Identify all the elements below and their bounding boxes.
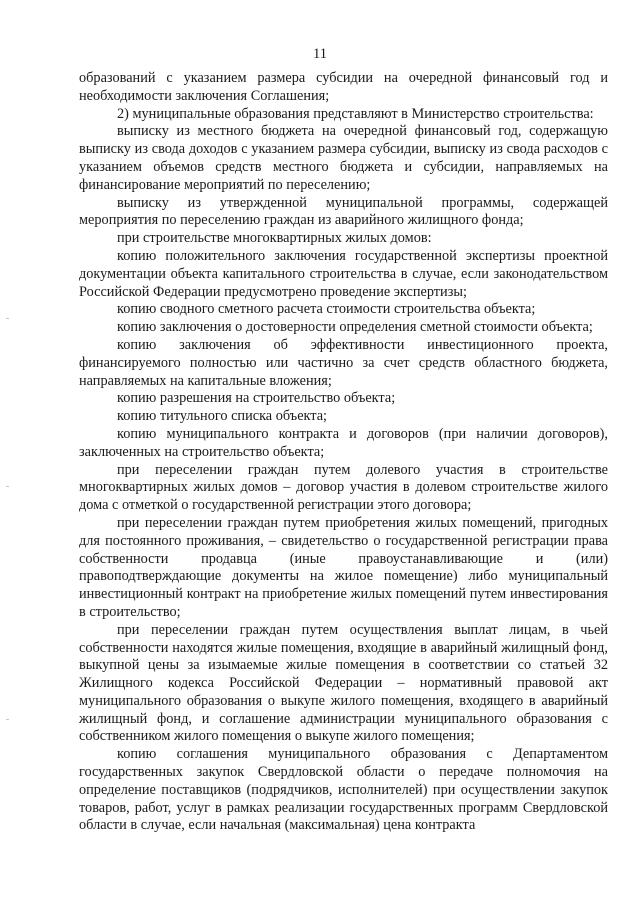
paragraph: 2) муниципальные образования представляют в Министерство строительства: <box>117 105 594 122</box>
paragraph: копию муниципального контракта и договоров (при наличии договоров), заключенных на строительство объекта; <box>79 425 608 460</box>
document-body <box>79 70 608 835</box>
paragraph: при переселении граждан путем долевого участия в строительстве многоквартирных жилых домов – договор участия в долевом строительстве жилого дома с отметкой о государственной регистрации этого договора; <box>79 461 608 514</box>
paragraph: копию заключения о достоверности определения сметной стоимости объекта; <box>117 319 593 336</box>
paragraph: при переселении граждан путем осуществления выплат лицам, в чьей собственности находятся жилые помещения, входящие в аварийный жилищный фонд, выкупной цены за изымаемые жилые помещения в соответствии со статьей 32 Жилищного кодекса Российской Федерации – нормативный правовой акт муниципального образования о выкупе жилого помещения, входящего в аварийный жилищный фонд, и соглашение администрации муниципального образования с собственником жилого помещения о выкупе жилого помещения; <box>79 621 608 745</box>
paragraph: копию соглашения муниципального образования с Департаментом государственных закупок Свердловской области о передаче полномочия на определение поставщиков (подрядчиков, исполнителей) при осуществлении закупок товаров, работ, услуг в рамках реализации государственных программ Свердловской области в случае, если начальная (максимальная) цена контракта <box>79 746 608 834</box>
paragraph: копию титульного списка объекта; <box>117 408 328 425</box>
paragraph: копию разрешения на строительство объекта; <box>117 390 396 407</box>
paragraph: выписку из местного бюджета на очередной финансовый год, содержащую выписку из свода доходов с указанием размера субсидии, выписку из свода расходов с указанием объемов средств местного бюджета и субсидии, направляемых на финансирование мероприятий по переселению; <box>79 123 608 193</box>
margin-mark <box>6 486 9 487</box>
page-number: 11 <box>313 46 327 62</box>
paragraph: копию заключения об эффективности инвестиционного проекта, финансируемого полностью или частично за счет средств областного бюджета, направляемых на капитальные вложения; <box>79 336 608 389</box>
paragraph: образований с указанием размера субсидии на очередной финансовый год и необходимости заключения Соглашения; <box>79 70 608 104</box>
margin-mark <box>6 318 9 319</box>
paragraph: при строительстве многоквартирных жилых домов: <box>117 230 432 247</box>
paragraph: копию сводного сметного расчета стоимости строительства объекта; <box>117 301 536 318</box>
margin-mark <box>6 719 9 720</box>
paragraph: выписку из утвержденной муниципальной программы, содержащей мероприятия по переселению граждан из аварийного жилищного фонда; <box>79 194 608 229</box>
paragraph: при переселении граждан путем приобретения жилых помещений, пригодных для постоянного проживания, – свидетельство о государственной регистрации права собственности продавца (иные правоустанавливающие и (или) правоподтверждающие документы на жилое помещение) либо муниципальный инвестиционный контракт на приобретение жилых помещений путем инвестирования в строительство; <box>79 514 608 620</box>
paragraph: копию положительного заключения государственной экспертизы проектной документации объекта капитального строительства в случае, если законодательством Российской Федерации предусмотрено проведение экспертизы; <box>79 247 608 300</box>
